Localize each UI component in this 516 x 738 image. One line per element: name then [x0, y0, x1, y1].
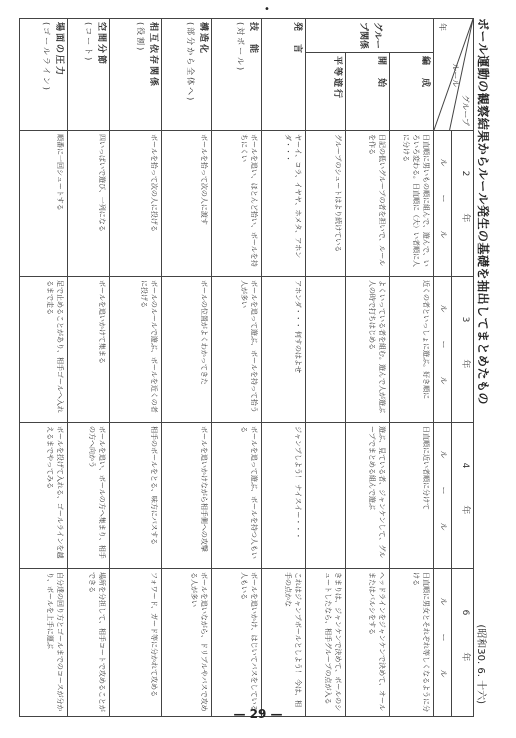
table-cell: 順番に一回シュートする [20, 131, 68, 277]
table-cell: 日直順に近い者順に分けて [390, 423, 434, 569]
grade-3-subheader: ル ー ル [434, 277, 452, 423]
table-cell: ボールを拾って次の人に渡す [162, 131, 212, 277]
row-header-sub: (コート) [83, 22, 93, 63]
table-cell: よくいっている者を組む。遊んで人が遊ぶ人の時で打ちはじめる [346, 277, 390, 423]
grade-header-row [452, 19, 474, 717]
table-cell: 日記の低いグループの者を担いで、ルールを作る [346, 131, 390, 277]
table-cell: ボールを追って遊ぶ、ボールを持つ人もいる [212, 423, 262, 569]
table-cell: ボールを投げて入れる、ゴールラインを越えるまでやってみる [20, 423, 68, 569]
table-cell: 日直順に男女とそれぞれ等しくなるように分ける [390, 569, 434, 717]
row-header [110, 19, 162, 131]
table-row [162, 19, 212, 717]
table-cell: ヤーイ、コラ、イヤヤ、ホメタ、アホンダ・・・ [262, 131, 306, 277]
grade-2-header: 2 年 [452, 131, 474, 277]
corner-label-rule: ルール [451, 63, 461, 88]
dot-mark: • [264, 4, 270, 15]
table-cell: ボールを拾って次の人に投げる [110, 131, 162, 277]
table-cell: 自分達の回り方とゴールまでのコースが分かり、ボールを上手に運ぶ [20, 569, 68, 717]
table-cell: グループのシュートはより続けている [306, 131, 346, 277]
table-cell [306, 277, 346, 423]
table-cell: 場所を分担して、相手コートで攻めることができる [68, 569, 110, 717]
row-header-label: 平等遊行 [332, 56, 342, 101]
table-cell: ジャンプしよう！ ナイスイー・・・ [262, 423, 306, 569]
row-header-label: 開 始 [376, 56, 386, 90]
row-header-label: 発 言 [292, 22, 302, 56]
row-header [346, 53, 390, 131]
row-header [162, 19, 212, 131]
row-header [20, 19, 68, 131]
table-cell: ボールを追って遊ぶ、ボールを持って拾う人が多い [212, 277, 262, 423]
rotated-table-page [18, 18, 498, 718]
row-header-label: 場面の圧力 [54, 22, 64, 78]
table-cell: ボールを追いながら、ドリブルやパスで攻める人が多い [162, 569, 212, 717]
table-row [20, 19, 68, 717]
table-row [110, 19, 162, 717]
table-cell: 遊ぶ、見ている者、ジャンケンして、グループでまとめる組んで遊ぶ [346, 423, 390, 569]
table-cell: ボールを追い、ほとんど拾い、ボールを持ちにくい [212, 131, 262, 277]
row-header-sub: (対ボール) [235, 22, 245, 73]
row-header-label: 技 能 [248, 22, 258, 56]
row-header-sub: (部分から全体へ) [185, 22, 195, 103]
table-cell: ボールを追いかけながら相手側への攻撃 [162, 423, 212, 569]
corner-label-group: グループ [461, 94, 470, 126]
table-cell: アホンダ・・・ 何すのはよせ [262, 277, 306, 423]
table-cell: 相手のボールをとる、味方にパスする [110, 423, 162, 569]
table-row [212, 19, 262, 717]
document-date: (昭和30. 6. 十六) [475, 624, 486, 704]
table-cell: 近くの者といっしょに遊ぶ。好き順に [390, 277, 434, 423]
page-number: — 29 — [233, 707, 283, 721]
grade-4-header: 4 年 [452, 423, 474, 569]
row-header [262, 19, 306, 131]
grade-6-header: 6 年 [452, 569, 474, 717]
table-cell: フォワード、ガード等に分かれて攻める [110, 569, 162, 717]
table-row [346, 19, 390, 717]
document-title: ボール運動の観察結果からルール発生の基礎を抽出してまとめたもの [476, 18, 490, 406]
table-cell: ボールの位置がよくわかってきた [162, 277, 212, 423]
table-row [306, 19, 346, 717]
grade-4-subheader: ル ー ル [434, 423, 452, 569]
table-row [262, 19, 306, 717]
table-row [390, 19, 434, 717]
table-cell: 足で止めることがあり、相手ゴールへ入れるまで走る [20, 277, 68, 423]
row-header-sub: (ゴールライン) [41, 22, 51, 92]
row-header-label: 構造化 [198, 22, 208, 56]
row-header-label: 編 成 [420, 56, 430, 90]
rules-table [19, 18, 474, 717]
row-header [306, 53, 346, 131]
table-cell: きまりは、ジャンケンで決めて、ボールのシュートしたなら、相手グループの点が入る [306, 569, 346, 717]
table-cell: 日直順に男いもの順に組んで、遊んで、いろいろ変わる。日直順に（大）い者順に人に分ける [390, 131, 434, 277]
row-header-sub: (役割) [135, 22, 145, 53]
corner-cell [434, 19, 474, 131]
table-cell: ボールを追い、ボールの方へ集まり、相手の方へ向かう [68, 423, 110, 569]
grade-3-header: 3 年 [452, 277, 474, 423]
grade-2-subheader: ル ー ル [434, 131, 452, 277]
table-cell: ボールを追いかけ、はじいてパスをしている人もいる [212, 569, 262, 717]
row-header-label: 空間分節 [96, 22, 106, 67]
row-header [68, 19, 110, 131]
table-row [68, 19, 110, 717]
table-cell [306, 423, 346, 569]
row-header [390, 53, 434, 131]
corner-label-year: 年 [437, 23, 447, 31]
table-cell: ヘッドラインをジャンケンで決めて、オールまたはバルシをする [346, 569, 390, 717]
row-header-label: 相互依存関係 [148, 22, 158, 89]
grade-6-subheader: ル ー ル [434, 569, 452, 717]
table-cell: 四いっぱいで遊び、一列になる [68, 131, 110, 277]
table-cell: ボールを追いかけて集まる [68, 277, 110, 423]
table-cell: これはジャンプボールとしよう！ 今は、相手の点かな [262, 569, 306, 717]
category-cell: グループ関係 [306, 19, 434, 53]
row-header [212, 19, 262, 131]
table-cell: ボールのルールで遊ぶ、ボールを近くの者に投げる [110, 277, 162, 423]
